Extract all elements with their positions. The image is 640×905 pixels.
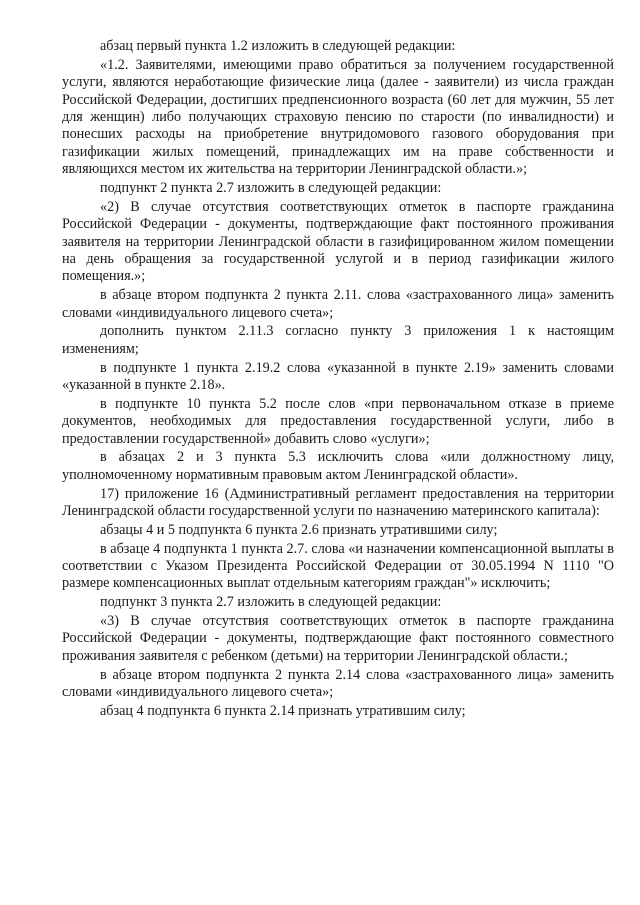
paragraph-5: в абзаце втором подпункта 2 пункта 2.11. слова «застрахованного лица» заменить словами «индивидуального лицевого счета»; — [62, 287, 614, 321]
paragraph-15: в абзаце втором подпункта 2 пункта 2.14 слова «застрахованного лица» заменить словами «индивидуального лицевого счета»; — [62, 666, 614, 701]
paragraph-16: абзац 4 подпункта 6 пункта 2.14 признать утратившим силу; — [100, 702, 466, 719]
paragraph-11: абзацы 4 и 5 подпункта 6 пункта 2.6 признать утратившими силу; — [100, 521, 498, 538]
paragraph-12: в абзаце 4 подпункта 1 пункта 2.7. слова «и назначении компенсационной выплаты в соответствии с Указом Президента Российской Федерации от 30.05.1994 N 1110 "О размере компенсационных выплат отдельным категориям граждан"» исключить; — [62, 540, 614, 592]
paragraph-2: «1.2. Заявителями, имеющими право обратиться за получением государственной услуги, являются неработающие физические лица (далее - заявители) из числа граждан Российской Федерации, достигших предпенсионного возраста (60 лет для мужчин, 55 лет для женщин) либо получающих страховую пенсию по старости (по инвалидности) и понесших расходы на приобретение внутридомового газового оборудования при газификации жилых помещений, принадлежащих им на праве собственности и являющихся местом их жительства на территории Ленинградской области.»; — [62, 56, 614, 178]
paragraph-14: «3) В случае отсутствия соответствующих отметок в паспорте гражданина Российской Федерации - документы, подтверждающие факт постоянного совместного проживания заявителя с ребенком (детьми) на территории Ленинградской области.; — [62, 613, 614, 664]
paragraph-3: подпункт 2 пункта 2.7 изложить в следующей редакции: — [100, 180, 442, 197]
paragraph-10: 17) приложение 16 (Административный регламент предоставления на территории Ленинградской области государственной услуги по назначению материнского капитала): — [62, 485, 614, 520]
paragraph-13: подпункт 3 пункта 2.7 изложить в следующей редакции: — [100, 594, 442, 611]
paragraph-6: дополнить пунктом 2.11.3 согласно пункту 3 приложения 1 к настоящим изменениям; — [62, 323, 614, 357]
paragraph-8: в подпункте 10 пункта 5.2 после слов «при первоначальном отказе в приеме документов, необходимых для предоставления государственной услуги, либо в предоставлении государственной» добавить слово «услуги»; — [62, 395, 614, 447]
document-body — [62, 38, 614, 722]
paragraph-7: в подпункте 1 пункта 2.19.2 слова «указанной в пункте 2.19» заменить словами «указанной в пункте 2.18». — [62, 359, 614, 394]
paragraph-4: «2) В случае отсутствия соответствующих отметок в паспорте гражданина Российской Федерации - документы, подтверждающие факт постоянного проживания заявителя на территории Ленинградской области в газифицированном жилом помещении на день обращения за государственной услугой и в период газификации жилого помещения.»; — [62, 198, 614, 285]
paragraph-1: абзац первый пункта 1.2 изложить в следующей редакции: — [100, 38, 456, 54]
paragraph-9: в абзацах 2 и 3 пункта 5.3 исключить слова «или должностному лицу, уполномоченному нормативным правовым актом Ленинградской области». — [62, 449, 614, 483]
